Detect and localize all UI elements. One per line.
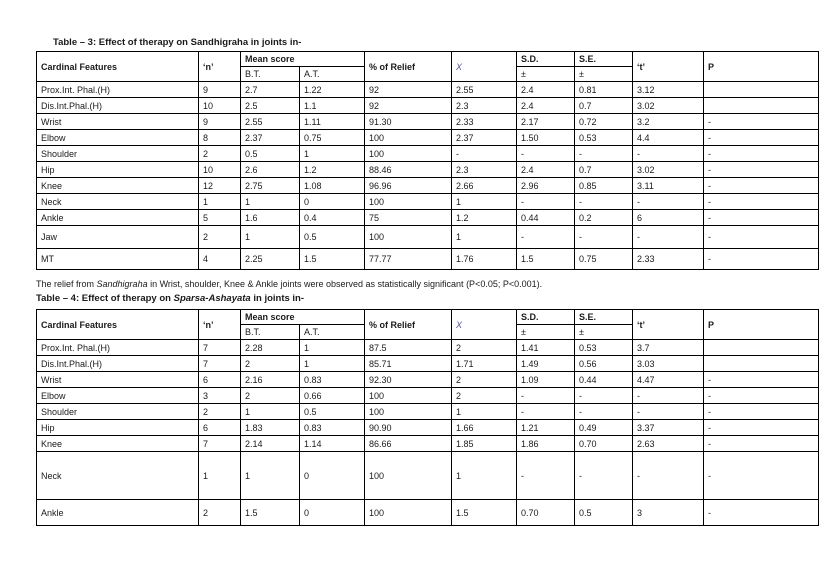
table3-caption-suffix: in joints in- — [248, 37, 302, 48]
cell-t: - — [633, 452, 704, 500]
cell-x: 1.66 — [452, 420, 517, 436]
cell-p: - — [704, 436, 819, 452]
cell-at: 0.83 — [300, 420, 365, 436]
cell-feature: Wrist — [37, 114, 199, 130]
cell-p: - — [704, 226, 819, 249]
cell-t: 6 — [633, 210, 704, 226]
cell-feature: Neck — [37, 452, 199, 500]
cell-x: 1 — [452, 404, 517, 420]
table-row — [37, 194, 819, 210]
cell-x: 1 — [452, 452, 517, 500]
cell-sd: 1.50 — [517, 130, 575, 146]
cell-at: 1 — [300, 356, 365, 372]
cell-bt: 1 — [241, 226, 300, 249]
cell-se: 0.85 — [575, 178, 633, 194]
cell-se: - — [575, 146, 633, 162]
cell-se: 0.75 — [575, 249, 633, 270]
cell-se: 0.7 — [575, 162, 633, 178]
cell-at: 1 — [300, 340, 365, 356]
cell-at: 0.83 — [300, 372, 365, 388]
cell-se: 0.53 — [575, 340, 633, 356]
cell-se: 0.2 — [575, 210, 633, 226]
cell-feature: Neck — [37, 194, 199, 210]
cell-sd: 0.44 — [517, 210, 575, 226]
cell-n: 8 — [199, 130, 241, 146]
cell-n: 4 — [199, 249, 241, 270]
cell-relief: 100 — [365, 146, 452, 162]
cell-feature: Dis.Int.Phal.(H) — [37, 356, 199, 372]
table-row — [37, 146, 819, 162]
cell-at: 1.11 — [300, 114, 365, 130]
cell-sd: 2.4 — [517, 98, 575, 114]
cell-x: 2.55 — [452, 82, 517, 98]
cell-t: 3.11 — [633, 178, 704, 194]
cell-p: - — [704, 500, 819, 526]
cell-se: 0.44 — [575, 372, 633, 388]
cell-at: 1.08 — [300, 178, 365, 194]
cell-se: 0.49 — [575, 420, 633, 436]
cell-p: - — [704, 210, 819, 226]
cell-n: 1 — [199, 194, 241, 210]
table-row — [37, 82, 819, 98]
cell-sd: 2.17 — [517, 114, 575, 130]
cell-relief: 91.30 — [365, 114, 452, 130]
cell-p: - — [704, 420, 819, 436]
table4-caption-suffix: in joints in- — [250, 293, 305, 304]
cell-bt: 0.5 — [241, 146, 300, 162]
header-x-mean — [452, 52, 517, 82]
cell-relief: 92 — [365, 98, 452, 114]
cell-n: 3 — [199, 388, 241, 404]
cell-sd: 1.21 — [517, 420, 575, 436]
cell-feature: Hip — [37, 162, 199, 178]
cell-relief: 100 — [365, 226, 452, 249]
header-p: P — [704, 52, 819, 82]
cell-bt: 2.7 — [241, 82, 300, 98]
cell-sd: 1.5 — [517, 249, 575, 270]
cell-t: 3.02 — [633, 162, 704, 178]
cell-feature: Ankle — [37, 210, 199, 226]
cell-se: 0.5 — [575, 500, 633, 526]
cell-bt: 1.6 — [241, 210, 300, 226]
x-bar-symbol: X — [456, 319, 463, 330]
cell-n: 6 — [199, 372, 241, 388]
cell-x: 1.76 — [452, 249, 517, 270]
cell-t: - — [633, 226, 704, 249]
cell-p — [704, 82, 819, 98]
cell-feature: Shoulder — [37, 146, 199, 162]
table3-caption-prefix: Table – 3: Effect of therapy on — [53, 37, 191, 48]
table-row — [37, 130, 819, 146]
header-sd-pm: ± — [517, 67, 575, 82]
note-term: Sandhigraha — [96, 279, 148, 289]
cell-feature: Elbow — [37, 388, 199, 404]
cell-t: 4.47 — [633, 372, 704, 388]
cell-p: - — [704, 146, 819, 162]
cell-x: 1 — [452, 226, 517, 249]
table3-caption-term: Sandhigraha — [190, 37, 249, 48]
header-sd: S.D. — [517, 52, 575, 67]
cell-bt: 2 — [241, 388, 300, 404]
cell-bt: 1 — [241, 194, 300, 210]
cell-x: 1 — [452, 194, 517, 210]
cell-at: 1.14 — [300, 436, 365, 452]
header-sd: S.D. — [517, 310, 575, 325]
cell-n: 1 — [199, 452, 241, 500]
cell-sd: 1.09 — [517, 372, 575, 388]
table-row — [37, 162, 819, 178]
cell-relief: 77.77 — [365, 249, 452, 270]
header-x-mean — [452, 310, 517, 340]
cell-feature: Prox.Int. Phal.(H) — [37, 82, 199, 98]
cell-relief: 100 — [365, 388, 452, 404]
table4 — [36, 309, 819, 526]
cell-t: 3.03 — [633, 356, 704, 372]
cell-relief: 92.30 — [365, 372, 452, 388]
cell-n: 9 — [199, 114, 241, 130]
cell-p: - — [704, 452, 819, 500]
cell-p — [704, 98, 819, 114]
cell-relief: 88.46 — [365, 162, 452, 178]
cell-x: 2 — [452, 388, 517, 404]
cell-relief: 96.96 — [365, 178, 452, 194]
table-row — [37, 356, 819, 372]
cell-bt: 1 — [241, 404, 300, 420]
header-p: P — [704, 310, 819, 340]
header-mean-score: Mean score — [241, 310, 365, 325]
table3 — [36, 51, 819, 270]
cell-bt: 2.16 — [241, 372, 300, 388]
header-n: ‘n’ — [199, 52, 241, 82]
cell-relief: 100 — [365, 500, 452, 526]
cell-p: - — [704, 404, 819, 420]
cell-bt: 1.83 — [241, 420, 300, 436]
cell-x: 1.5 — [452, 500, 517, 526]
note-prefix: The relief from — [36, 279, 97, 289]
cell-at: 1.2 — [300, 162, 365, 178]
cell-at: 1.5 — [300, 249, 365, 270]
cell-feature: Dis.Int.Phal.(H) — [37, 98, 199, 114]
cell-bt: 2.55 — [241, 114, 300, 130]
cell-sd: 1.41 — [517, 340, 575, 356]
cell-p: - — [704, 388, 819, 404]
cell-x: 1.85 — [452, 436, 517, 452]
table-row — [37, 500, 819, 526]
cell-sd: - — [517, 404, 575, 420]
cell-relief: 85.71 — [365, 356, 452, 372]
cell-t: 3.2 — [633, 114, 704, 130]
cell-relief: 100 — [365, 452, 452, 500]
header-se: S.E. — [575, 52, 633, 67]
table-row — [37, 372, 819, 388]
cell-feature: Hip — [37, 420, 199, 436]
cell-se: 0.53 — [575, 130, 633, 146]
cell-bt: 2.6 — [241, 162, 300, 178]
cell-sd: 2.96 — [517, 178, 575, 194]
table-row — [37, 420, 819, 436]
cell-se: - — [575, 452, 633, 500]
cell-n: 2 — [199, 500, 241, 526]
table-row — [37, 436, 819, 452]
table4-caption-prefix: Table – 4: Effect of therapy on — [36, 293, 174, 304]
cell-p: - — [704, 114, 819, 130]
cell-relief: 87.5 — [365, 340, 452, 356]
cell-relief: 100 — [365, 194, 452, 210]
cell-sd: 2.4 — [517, 162, 575, 178]
header-at: A.T. — [300, 67, 365, 82]
cell-at: 0.5 — [300, 404, 365, 420]
cell-x: 2.3 — [452, 98, 517, 114]
cell-x: 2.37 — [452, 130, 517, 146]
cell-n: 12 — [199, 178, 241, 194]
cell-sd: - — [517, 388, 575, 404]
cell-at: 0.5 — [300, 226, 365, 249]
cell-relief: 75 — [365, 210, 452, 226]
cell-x: 1.71 — [452, 356, 517, 372]
cell-sd: - — [517, 146, 575, 162]
cell-sd: 0.70 — [517, 500, 575, 526]
cell-n: 7 — [199, 356, 241, 372]
note-suffix: in Wrist, shoulder, Knee & Ankle joints were observed as statistically significant (P<0.05; P<0.001). — [147, 279, 543, 289]
table3-footnote — [36, 279, 542, 289]
cell-n: 9 — [199, 82, 241, 98]
cell-feature: MT — [37, 249, 199, 270]
cell-bt: 1.5 — [241, 500, 300, 526]
cell-feature: Jaw — [37, 226, 199, 249]
cell-p: - — [704, 249, 819, 270]
cell-p: - — [704, 178, 819, 194]
cell-x: 2.66 — [452, 178, 517, 194]
cell-t: 4.4 — [633, 130, 704, 146]
cell-t: 3.7 — [633, 340, 704, 356]
cell-bt: 2.28 — [241, 340, 300, 356]
cell-p: - — [704, 162, 819, 178]
cell-at: 0 — [300, 452, 365, 500]
header-sd-pm: ± — [517, 325, 575, 340]
cell-p — [704, 356, 819, 372]
table-row — [37, 178, 819, 194]
cell-n: 7 — [199, 340, 241, 356]
cell-t: 3 — [633, 500, 704, 526]
cell-n: 2 — [199, 404, 241, 420]
cell-se: - — [575, 404, 633, 420]
cell-t: - — [633, 404, 704, 420]
cell-relief: 86.66 — [365, 436, 452, 452]
cell-relief: 90.90 — [365, 420, 452, 436]
cell-bt: 2.5 — [241, 98, 300, 114]
cell-relief: 100 — [365, 404, 452, 420]
table-row — [37, 340, 819, 356]
header-t: ‘t’ — [633, 310, 704, 340]
cell-sd: - — [517, 226, 575, 249]
cell-t: - — [633, 388, 704, 404]
cell-at: 0 — [300, 194, 365, 210]
cell-feature: Knee — [37, 178, 199, 194]
cell-feature: Wrist — [37, 372, 199, 388]
table4-caption-term: Sparsa-Ashayata — [173, 293, 251, 304]
cell-at: 0.75 — [300, 130, 365, 146]
cell-t: - — [633, 194, 704, 210]
cell-feature: Shoulder — [37, 404, 199, 420]
header-se-pm: ± — [575, 325, 633, 340]
header-mean-score: Mean score — [241, 52, 365, 67]
cell-feature: Knee — [37, 436, 199, 452]
cell-n: 7 — [199, 436, 241, 452]
header-se-pm: ± — [575, 67, 633, 82]
cell-t: - — [633, 146, 704, 162]
cell-bt: 2.75 — [241, 178, 300, 194]
cell-bt: 2.37 — [241, 130, 300, 146]
cell-se: 0.81 — [575, 82, 633, 98]
cell-t: 3.12 — [633, 82, 704, 98]
cell-p: - — [704, 372, 819, 388]
cell-x: 2.33 — [452, 114, 517, 130]
cell-n: 5 — [199, 210, 241, 226]
header-bt: B.T. — [241, 325, 300, 340]
x-bar-symbol: X — [456, 61, 463, 72]
cell-se: - — [575, 226, 633, 249]
cell-n: 6 — [199, 420, 241, 436]
cell-p: - — [704, 194, 819, 210]
cell-bt: 1 — [241, 452, 300, 500]
cell-se: - — [575, 388, 633, 404]
header-feature: Cardinal Features — [37, 310, 199, 340]
table-row — [37, 388, 819, 404]
cell-at: 0 — [300, 500, 365, 526]
cell-bt: 2.25 — [241, 249, 300, 270]
cell-x: 2 — [452, 340, 517, 356]
cell-n: 2 — [199, 146, 241, 162]
header-at: A.T. — [300, 325, 365, 340]
cell-bt: 2 — [241, 356, 300, 372]
table-row — [37, 404, 819, 420]
cell-sd: 1.49 — [517, 356, 575, 372]
cell-se: 0.72 — [575, 114, 633, 130]
header-relief: % of Relief — [365, 310, 452, 340]
table3-caption — [53, 37, 301, 48]
cell-at: 0.4 — [300, 210, 365, 226]
cell-se: 0.56 — [575, 356, 633, 372]
cell-sd: 2.4 — [517, 82, 575, 98]
cell-n: 10 — [199, 98, 241, 114]
cell-feature: Ankle — [37, 500, 199, 526]
table-row — [37, 98, 819, 114]
cell-n: 10 — [199, 162, 241, 178]
cell-n: 2 — [199, 226, 241, 249]
table-row — [37, 210, 819, 226]
table4-caption — [36, 293, 304, 304]
cell-sd: 1.86 — [517, 436, 575, 452]
cell-se: 0.70 — [575, 436, 633, 452]
table-row — [37, 452, 819, 500]
cell-relief: 100 — [365, 130, 452, 146]
cell-feature: Elbow — [37, 130, 199, 146]
header-n: ‘n’ — [199, 310, 241, 340]
header-se: S.E. — [575, 310, 633, 325]
table-row — [37, 114, 819, 130]
cell-p — [704, 340, 819, 356]
cell-feature: Prox.Int. Phal.(H) — [37, 340, 199, 356]
cell-t: 2.33 — [633, 249, 704, 270]
cell-t: 2.63 — [633, 436, 704, 452]
table-row — [37, 249, 819, 270]
cell-sd: - — [517, 194, 575, 210]
header-bt: B.T. — [241, 67, 300, 82]
header-feature: Cardinal Features — [37, 52, 199, 82]
cell-at: 1 — [300, 146, 365, 162]
cell-x: - — [452, 146, 517, 162]
cell-t: 3.02 — [633, 98, 704, 114]
cell-se: 0.7 — [575, 98, 633, 114]
header-t: ‘t’ — [633, 52, 704, 82]
cell-relief: 92 — [365, 82, 452, 98]
cell-sd: - — [517, 452, 575, 500]
cell-x: 2.3 — [452, 162, 517, 178]
cell-p: - — [704, 130, 819, 146]
cell-bt: 2.14 — [241, 436, 300, 452]
cell-x: 1.2 — [452, 210, 517, 226]
cell-at: 1.22 — [300, 82, 365, 98]
cell-se: - — [575, 194, 633, 210]
header-relief: % of Relief — [365, 52, 452, 82]
cell-t: 3.37 — [633, 420, 704, 436]
cell-x: 2 — [452, 372, 517, 388]
cell-at: 0.66 — [300, 388, 365, 404]
cell-at: 1.1 — [300, 98, 365, 114]
table-row — [37, 226, 819, 249]
